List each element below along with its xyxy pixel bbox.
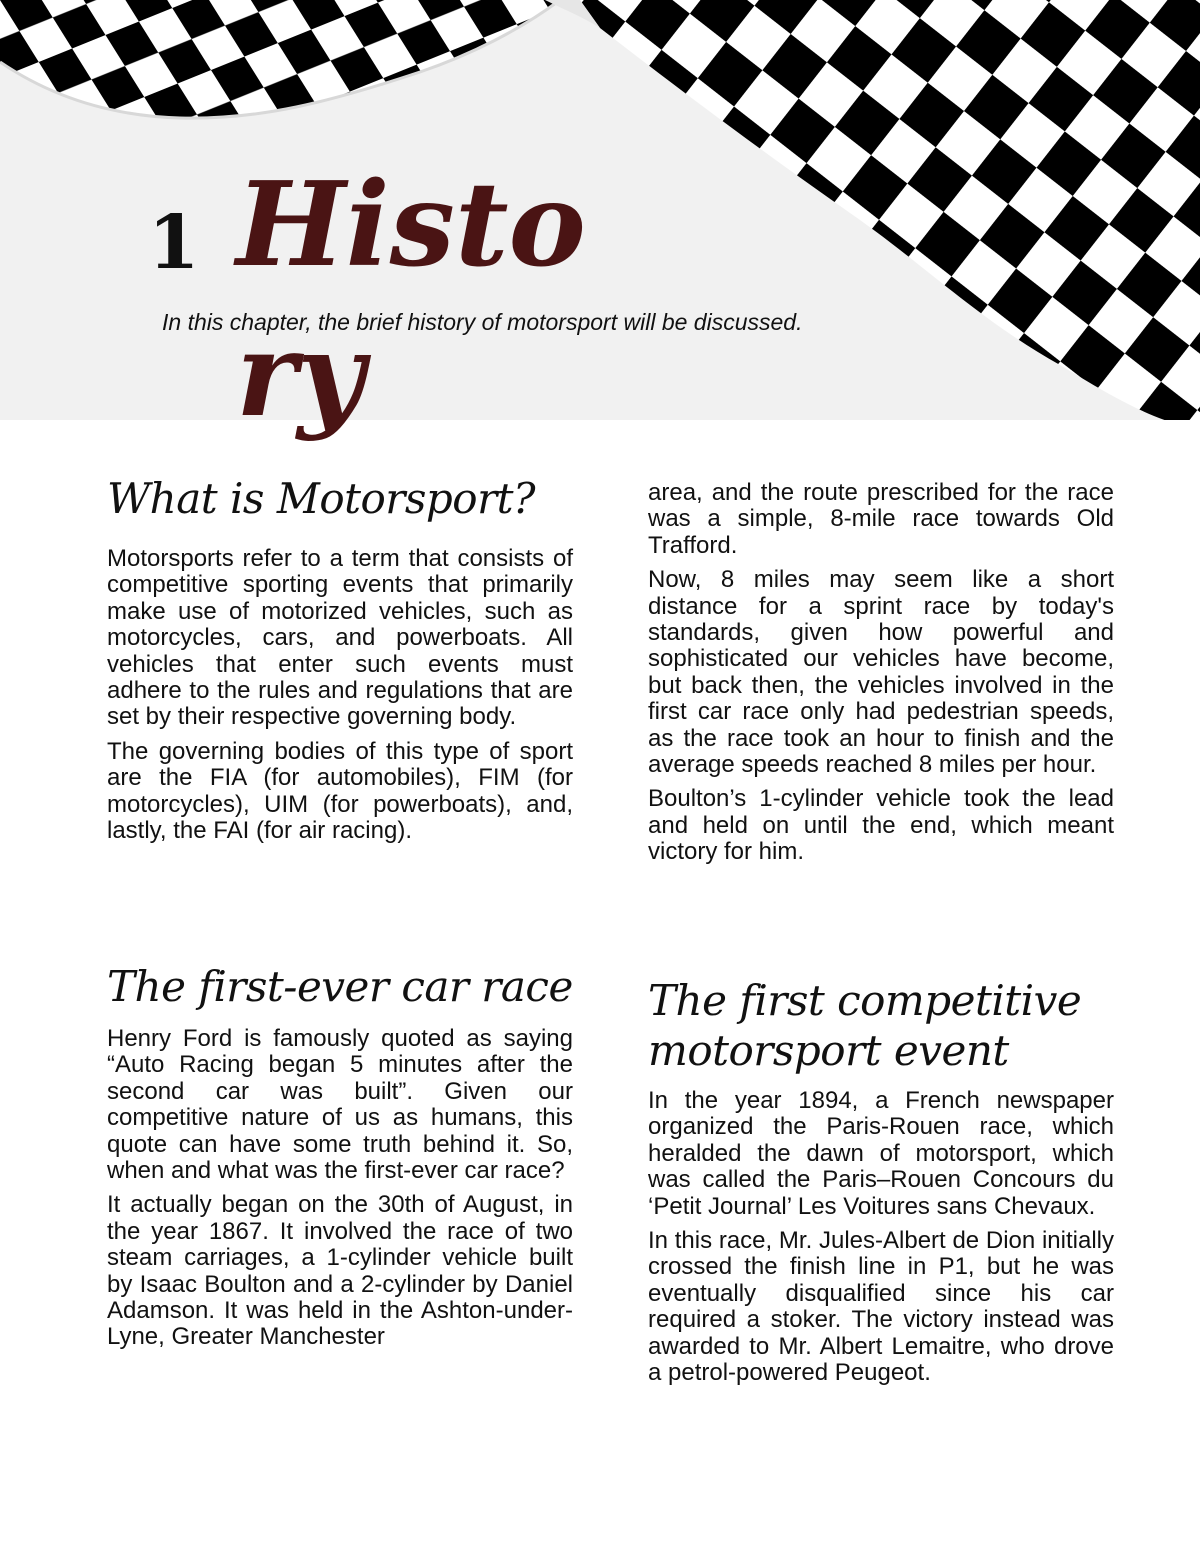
chapter-number: 1 xyxy=(148,200,200,286)
section-first-car-race xyxy=(107,962,573,1359)
section-heading: The first competitive motorsport event xyxy=(648,976,1082,1075)
paragraph: It actually began on the 30th of August, in the year 1867. It involved the race of two steam carriages, a 1-cylinder vehicle built by Isaac Boulton and a 2-cylinder by Daniel Adamson. It was held in the Ashton-under-Lyne, Greater Manchester xyxy=(107,1191,573,1351)
section-heading: The first-ever car race xyxy=(107,962,573,1011)
section-heading: What is Motorsport? xyxy=(107,474,536,523)
paragraph: The governing bodies of this type of sport are the FIA (for automobiles), FIM (for motorcycles), UIM (for powerboats), and, lastly, the FAI (for air racing). xyxy=(107,737,573,845)
left-checkered-flag xyxy=(0,0,560,118)
section-first-competitive-event xyxy=(648,976,1114,1394)
paragraph: Henry Ford is famously quoted as saying “Auto Racing began 5 minutes after the second car was built”. Given our competitive nature of us as humans, this quote can have some truth behind it. So, when and what was the first-ever car race? xyxy=(107,1025,573,1185)
right-checkered-flag xyxy=(580,0,1200,420)
section-first-car-race-continued xyxy=(648,480,1114,874)
paragraph: area, and the route prescribed for the race was a simple, 8-mile race towards Old Trafford. xyxy=(648,479,1114,559)
paragraph: In the year 1894, a French newspaper organized the Paris-Rouen race, which heralded the dawn of motorsport, which was called the Paris–Rouen Concours du ‘Petit Journal’ Les Voitures sans Chevaux. xyxy=(648,1087,1114,1220)
chapter-heading: History xyxy=(236,157,586,443)
paragraph: In this race, Mr. Jules-Albert de Dion initially crossed the finish line in P1, but he was eventually disqualified since his car required a stoker. The victory instead was awarded to Mr. Albert Lemaitre, who drove a petrol-powered Peugeot. xyxy=(648,1227,1114,1387)
paragraph: Motorsports refer to a term that consists of competitive sporting events that primarily make use of motorized vehicles, such as motorcycles, cars, and powerboats. All vehicles that enter such events must adhere to the rules and regulations that are set by their respective governing body. xyxy=(107,545,573,731)
section-what-is-motorsport xyxy=(107,474,573,852)
paragraph: Now, 8 miles may seem like a short distance for a sprint race by today's standards, given how powerful and sophisticated our vehicles have become, but back then, the vehicles involved in the first car race only had pedestrian speeds, as the race took an hour to finish and the average speeds reached 8 miles per hour. xyxy=(648,566,1114,779)
paragraph: Boulton’s 1-cylinder vehicle took the lead and held on until the end, which meant victory for him. xyxy=(648,785,1114,866)
chapter-subtitle: In this chapter, the brief history of motorsport will be discussed. xyxy=(162,309,803,335)
